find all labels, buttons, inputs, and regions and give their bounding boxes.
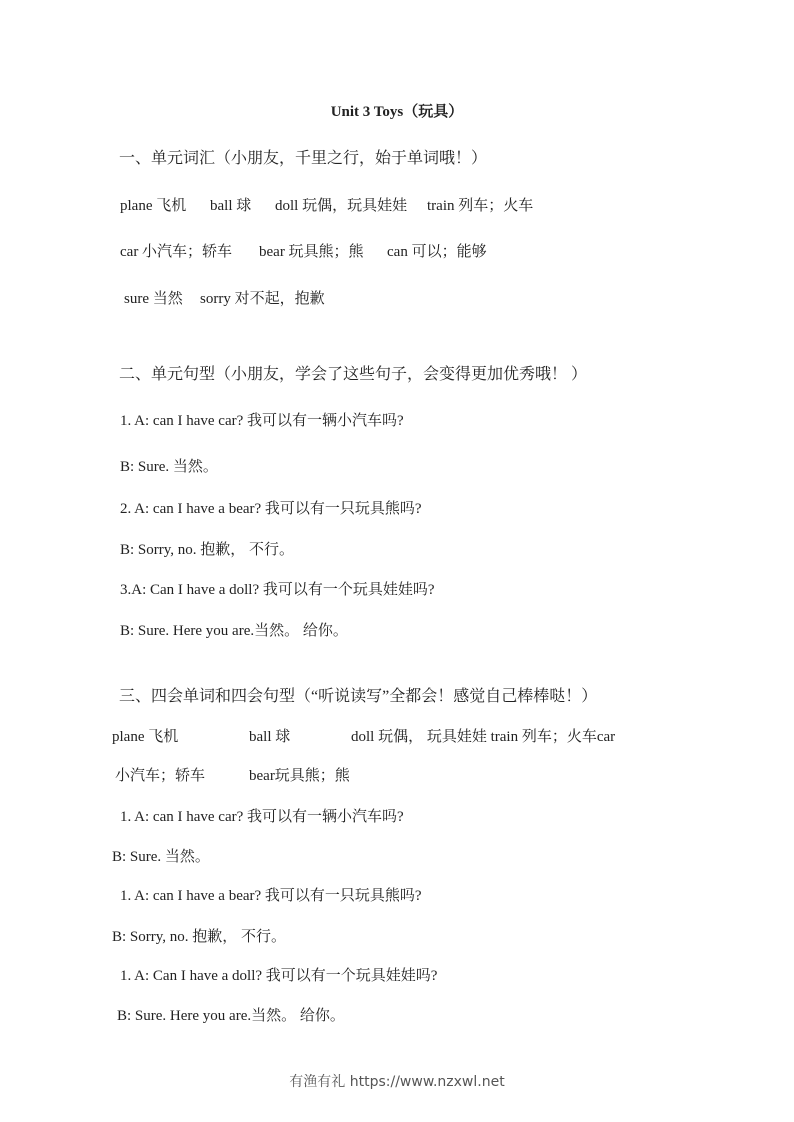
sentence-line: 2. A: can I have a bear? 我可以有一只玩具熊吗?: [120, 501, 422, 517]
sentence-line: B: Sorry, no. 抱歉， 不行。: [120, 542, 295, 558]
sentence-line: 1. A: can I have car? 我可以有一辆小汽车吗?: [120, 413, 404, 429]
sentence-line: 1. A: can I have car? 我可以有一辆小汽车吗?: [120, 809, 404, 825]
sentence-line: 1. A: can I have a bear? 我可以有一只玩具熊吗?: [120, 888, 422, 904]
sentence-line: 3.A: Can I have a doll? 我可以有一个玩具娃娃吗?: [120, 582, 435, 598]
document-title: Unit 3 Toys（玩具）: [330, 104, 464, 120]
footer-watermark: 有渔有礼 https://www.nzxwl.net: [289, 1074, 505, 1090]
vocab-item: train 列车；火车: [427, 198, 534, 214]
vocab-item: doll 玩偶， 玩具娃娃 train 列车；火车car: [351, 729, 616, 745]
vocab-item: ball 球: [210, 198, 252, 214]
sentence-line: B: Sure. 当然。: [120, 459, 218, 475]
sentence-line: B: Sorry, no. 抱歉， 不行。: [112, 929, 287, 945]
vocab-item: sure 当然: [124, 291, 183, 307]
sentence-line: B: Sure. Here you are.当然。 给你。: [117, 1008, 345, 1024]
vocab-item: 小汽车；轿车: [115, 768, 206, 784]
section-3-heading: 三、四会单词和四会句型（“听说读写”全都会！感觉自己棒棒哒！）: [119, 688, 598, 705]
vocab-item: ball 球: [249, 729, 291, 745]
vocab-item: can 可以；能够: [387, 244, 487, 260]
section-2-heading: 二、单元句型（小朋友，学会了这些句子，会变得更加优秀哦！ ）: [119, 366, 588, 383]
vocab-item: bear 玩具熊；熊: [259, 244, 364, 260]
sentence-line: B: Sure. 当然。: [112, 849, 210, 865]
section-1-heading: 一、单元词汇（小朋友，千里之行，始于单词哦！）: [119, 150, 488, 167]
vocab-item: plane 飞机: [112, 729, 179, 745]
vocab-item: sorry 对不起，抱歉: [200, 291, 325, 307]
sentence-line: 1. A: Can I have a doll? 我可以有一个玩具娃娃吗?: [120, 968, 438, 984]
vocab-item: doll 玩偶，玩具娃娃: [275, 198, 408, 214]
vocab-item: car 小汽车；轿车: [120, 244, 233, 260]
sentence-line: B: Sure. Here you are.当然。 给你。: [120, 623, 348, 639]
vocab-item: plane 飞机: [120, 198, 187, 214]
vocab-item: bear玩具熊；熊: [249, 768, 350, 784]
